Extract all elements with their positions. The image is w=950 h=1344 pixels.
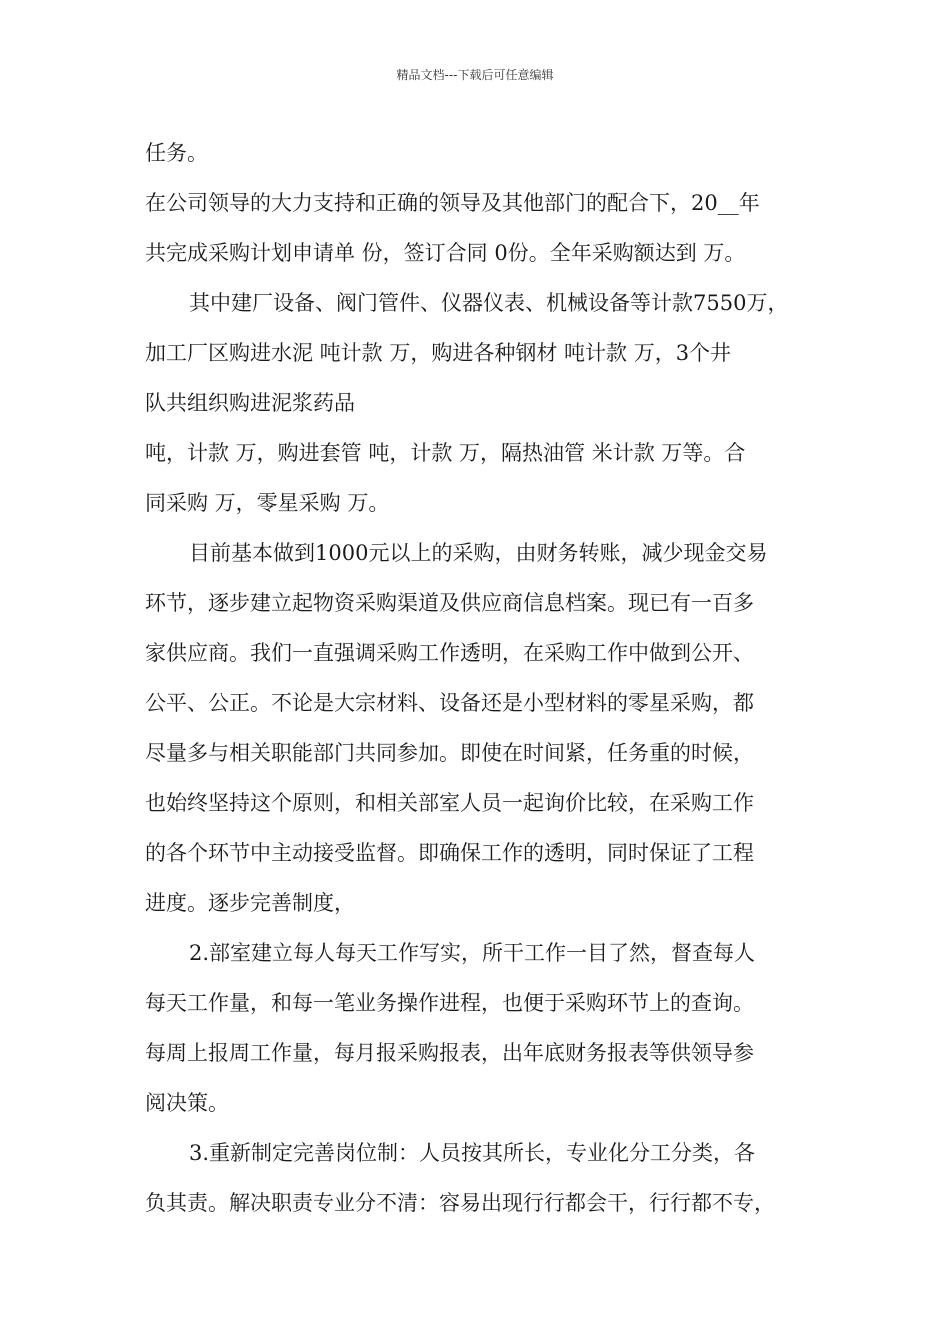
text-line: 任务。	[145, 141, 208, 165]
text-line: 也始终坚持这个原则，和相关部室人员一起询价比较，在采购工作	[145, 791, 754, 815]
text-line: 吨，计款 万，购进套管 吨，计款 万，隔热油管 米计款 万等。合	[145, 441, 746, 465]
text-line: 加工厂区购进水泥 吨计款 万，购进各种钢材 吨计款 万，3个井	[145, 341, 732, 365]
text-line: 家供应商。我们一直强调采购工作透明，在采购工作中做到公开、	[145, 641, 754, 665]
text-line: 每周上报周工作量，每月报采购报表，出年底财务报表等供领导参	[145, 1041, 754, 1065]
text-line: 同采购 万，零星采购 万。	[145, 491, 390, 515]
text-line: 队共组织购进泥浆药品	[145, 391, 355, 415]
text-line: 负其责。解决职责专业分不清：容易出现行行都会干，行行都不专，	[145, 1191, 775, 1215]
text-line: 在公司领导的大力支持和正确的领导及其他部门的配合下，20__年	[145, 191, 760, 215]
text-line: 阅决策。	[145, 1091, 229, 1115]
document-body	[145, 128, 835, 1228]
text-line: 2.部室建立每人每天工作写实，所干工作一目了然，督查每人	[189, 941, 756, 965]
text-line: 每天工作量，和每一笔业务操作进程，也便于采购环节上的查询。	[145, 991, 754, 1015]
text-line: 共完成采购计划申请单 份，签订合同 0份。全年采购额达到 万。	[145, 241, 746, 265]
text-line: 的各个环节中主动接受监督。即确保工作的透明，同时保证了工程	[145, 841, 754, 865]
text-line: 公平、公正。不论是大宗材料、设备还是小型材料的零星采购，都	[145, 691, 754, 715]
text-line: 环节，逐步建立起物资采购渠道及供应商信息档案。现已有一百多	[145, 591, 754, 615]
text-line: 尽量多与相关职能部门共同参加。即使在时间紧，任务重的时候，	[145, 741, 754, 765]
text-line: 3.重新制定完善岗位制：人员按其所长，专业化分工分类，各	[189, 1141, 756, 1165]
text-line: 进度。逐步完善制度，	[145, 891, 355, 915]
page-header: 精品文档---下载后可任意编辑	[396, 68, 554, 82]
text-line: 其中建厂设备、阀门管件、仪器仪表、机械设备等计款7550万，	[189, 291, 789, 315]
text-line: 目前基本做到1000元以上的采购，由财务转账，减少现金交易	[189, 541, 768, 565]
